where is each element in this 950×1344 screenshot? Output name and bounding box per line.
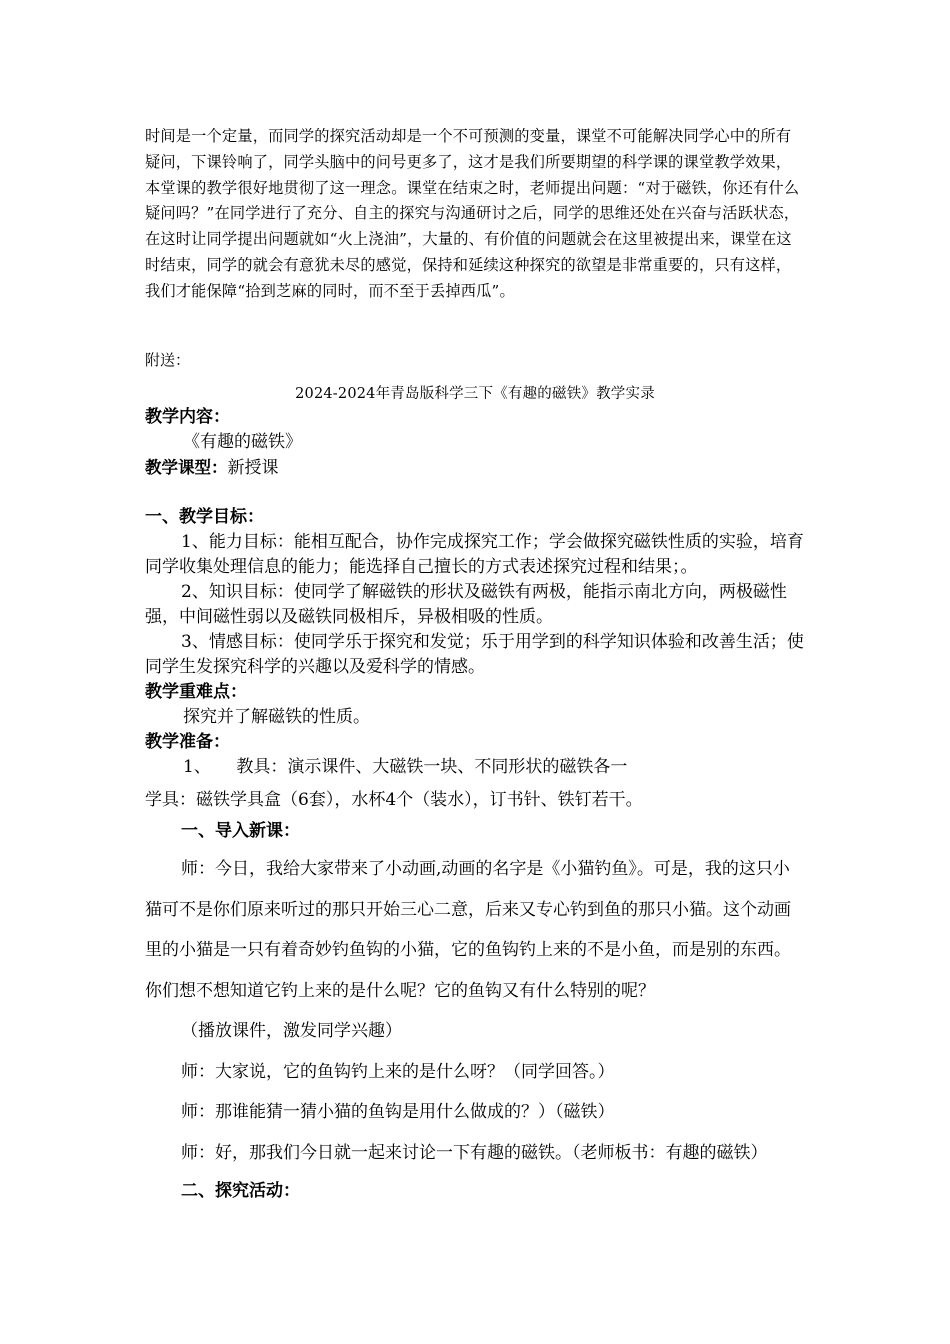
key-points-value: 探究并了解磁铁的性质。 (183, 707, 370, 727)
section-heading: 二、探究活动： (181, 1181, 300, 1201)
lesson-plan-body (145, 405, 805, 1209)
content-label: 教学内容： (145, 407, 230, 427)
lesson-paragraph: （播放课件，激发同学兴趣） (181, 1021, 402, 1041)
content-value: 《有趣的磁铁》 (183, 432, 302, 452)
section-heading: 一、导入新课： (181, 821, 300, 841)
document-title: 2024-2024年青岛版科学三下《有趣的磁铁》教学实录 (295, 386, 655, 402)
lesson-paragraph: 师：大家说，它的鱼钩钓上来的是什么呀？（同学回答。） (181, 1061, 615, 1082)
preparation-student: 学具：磁铁学具盒（6套），水杯4个（装水），订书针、铁钉若干。 (145, 790, 643, 810)
goal-item: 3、情感目标：使同学乐于探究和发觉；乐于用学到的科学知识体验和改善生活；使同学生发探究科学的兴趣以及爱科学的情感。 (145, 632, 804, 677)
intro-paragraph: 时间是一个定量，而同学的探究活动却是一个不可预测的变量，课堂不可能解决同学心中的所有疑问，下课铃响了，同学头脑中的问号更多了，这才是我们所要期望的科学课的课堂教学效果，本堂课的教学很好地贯彻了这一理念。课堂在结束之时，老师提出问题：“对于磁铁，你还有什么疑问吗？”在同学进行了充分、自主的探究与沟通研讨之后，同学的思维还处在兴奋与活跃状态，在这时让同学提出问题就如“火上浇油”，大量的、有价值的问题就会在这里被提出来，课堂在这时结束，同学的就会有意犹未尽的感觉，保持和延续这种探究的欲望是非常重要的，只有这样，我们才能保障“拾到芝麻的同时，而不至于丢掉西瓜”。 (145, 127, 800, 300)
goal-item: 1、能力目标：能相互配合，协作完成探究工作；学会做探究磁铁性质的实验，培育同学收集处理信息的能力；能选择自己擅长的方式表述探究过程和结果；。 (145, 532, 804, 577)
spacer (145, 481, 805, 505)
lesson-paragraph: 师：今日，我给大家带来了小动画,动画的名字是《小猫钓鱼》。可是，我的这只小猫可不是你们原来听过的那只开始三心二意，后来又专心钓到鱼的那只小猫。这个动画里的小猫是一只有着奇妙钓鱼钩的小猫，它的鱼钩钓上来的不是小鱼，而是别的东西。你们想不想知道它钓上来的是什么呢？它的鱼钩又有什么特别的呢？ (145, 859, 791, 1001)
appendix-label: 附送： (145, 351, 191, 369)
lesson-record (145, 813, 805, 1209)
lesson-type (145, 455, 805, 481)
intro-block (145, 124, 805, 305)
lesson-paragraph: 师：那谁能猜一猜小猫的鱼钩是用什么做成的？）（磁铁） (181, 1102, 615, 1122)
lesson-type-label: 教学课型： (145, 458, 228, 477)
goal-item: 2、知识目标：使同学了解磁铁的形状及磁铁有两极，能指示南北方向，两极磁性强，中间磁性弱以及磁铁同极相斥，异极相吸的性质。 (145, 582, 787, 627)
preparation-label: 教学准备： (145, 732, 230, 752)
preparation-teacher: 1、 教具：演示课件、大磁铁一块、不同形状的磁铁各一 (183, 757, 628, 777)
goals-heading: 一、教学目标： (145, 507, 264, 527)
key-points-label: 教学重难点： (145, 682, 247, 702)
lesson-paragraph: 师：好，那我们今日就一起来讨论一下有趣的磁铁。（老师板书：有趣的磁铁） (181, 1142, 768, 1163)
lesson-type-value: 新授课 (227, 458, 279, 478)
